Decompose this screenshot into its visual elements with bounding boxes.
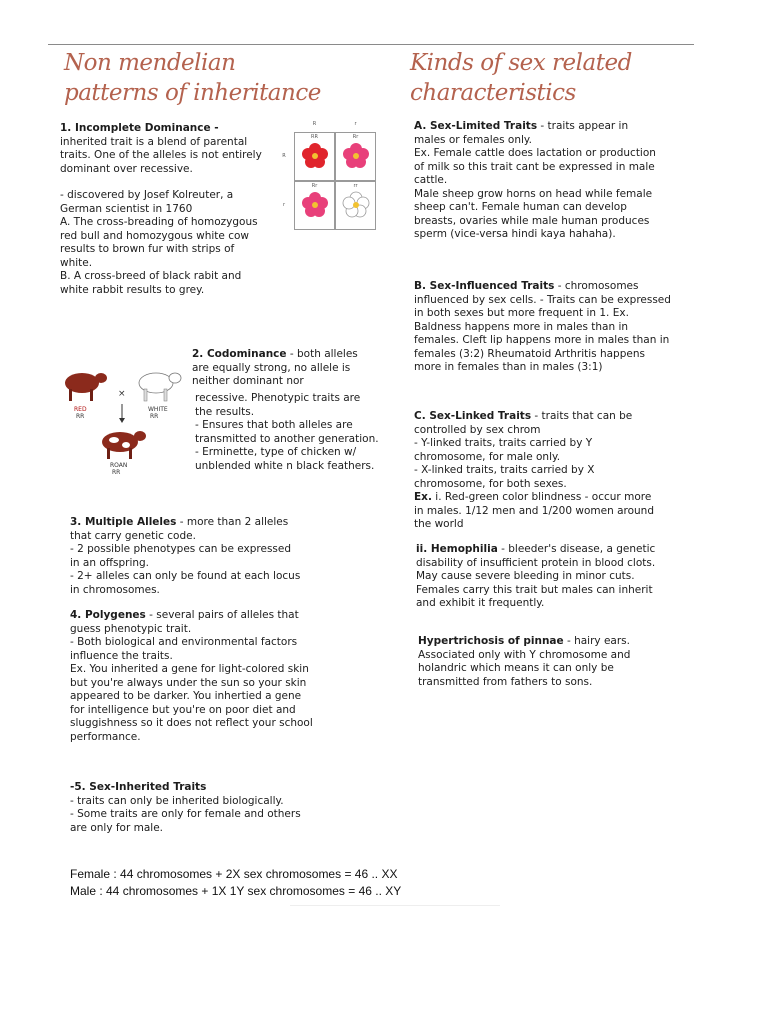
incomplete-dominance-example-a: A. The cross-breading of homozygous red bull and homozygous white cow results to brown fur with strips of white. (60, 216, 258, 269)
red-cow-icon (65, 373, 107, 401)
sex-limited-section (414, 120, 658, 242)
punnett-square (274, 118, 376, 230)
sex-linked-desc: - traits that can be controlled by sex chrom (414, 410, 633, 436)
chromosome-summary (70, 866, 410, 900)
polygenes-section (70, 609, 316, 744)
incomplete-dominance-desc: inherited trait is a blend of parental traits. One of the alleles is not entirely dominant over recessive. (60, 135, 262, 175)
white-flower-icon (342, 191, 370, 219)
left-heading-line1: Non mendelian (64, 50, 236, 76)
hypertrichosis-desc: - hairy ears. Associated only with Y chromosome and holandric which means it can only be transmitted from fathers to sons. (418, 635, 631, 688)
punnett-row-header: r (282, 201, 286, 208)
sex-linked-title: C. Sex-Linked Traits (414, 410, 532, 422)
punnett-col-header: r (354, 121, 357, 128)
punnett-col-header: R (312, 121, 317, 128)
roan-cow-icon (102, 431, 146, 459)
red-flower-icon (301, 142, 329, 170)
multiple-alleles-section (70, 516, 302, 597)
punnett-cell (335, 132, 376, 181)
punnett-cell (294, 132, 335, 181)
polygenes-desc: - several pairs of alleles that guess phenotypic trait. (70, 609, 299, 635)
left-heading-line2: patterns of inheritance (64, 80, 321, 106)
hemophilia-section (416, 543, 656, 611)
sex-influenced-title: B. Sex-Influenced Traits (414, 280, 555, 292)
pink-flower-icon (301, 191, 329, 219)
sex-limited-example2: Male sheep grow horns on head while female sheep can't. Female human can develop breasts, ovaries while male human produces sperm (vice-versa hindi kaya hahaha). (414, 187, 653, 240)
hypertrichosis-title: Hypertrichosis of pinnae (418, 635, 564, 647)
polygenes-point2: Ex. You inherited a gene for light-colored skin but you're always under the sun so your skin appeared to be darker. You inhertied a gene for intelligence but you're on poor diet and sluggishness so it does not reflect your school performance. (70, 663, 313, 743)
sex-inherited-title: -5. Sex-Inherited Traits (70, 781, 207, 793)
right-heading-line1: Kinds of sex related (410, 50, 632, 76)
punnett-genotype: rr (353, 183, 358, 189)
incomplete-dominance-discovered: - discovered by Josef Kolreuter, a German scientist in 1760 (60, 189, 234, 215)
hemophilia-desc: - bleeder's disease, a genetic disability of insufficient protein in blood clots. May cause severe bleeding in minor cuts. Females carry this trait but males can inherit and exhibit it frequently. (416, 543, 656, 609)
codominance-continued (195, 392, 379, 473)
punnett-cell (294, 181, 335, 230)
faint-divider (290, 905, 500, 906)
codominance-desc1: - both alleles are equally strong, no allele is neither dominant nor (192, 348, 358, 387)
red-cow-genotype: RR (76, 413, 85, 420)
right-heading-line2: characteristics (410, 80, 576, 106)
hemophilia-title: ii. Hemophilia (416, 543, 498, 555)
hypertrichosis-section (418, 635, 658, 689)
punnett-genotype: Rr (352, 134, 359, 140)
pink-flower-icon (342, 142, 370, 170)
sex-linked-point1: - Y-linked traits, traits carried by Y chromosome, for male only. (414, 437, 593, 463)
sex-limited-example: Ex. Female cattle does lactation or production of milk so this trait cant be expressed in male cattle. (414, 147, 656, 186)
sex-linked-section (414, 410, 660, 532)
sex-linked-example-label: Ex. (414, 491, 432, 503)
codominance-point1: - Ensures that both alleles are transmitted to another generation. (195, 419, 379, 445)
punnett-cell (335, 181, 376, 230)
roan-cow-label: ROAN (110, 462, 128, 469)
incomplete-dominance-section (60, 122, 266, 297)
sex-linked-example: i. Red-green color blindness - occur more in males. 1/12 men and 1/200 women around the world (414, 491, 654, 530)
roan-cow-genotype: RR (112, 469, 121, 476)
sex-limited-title: A. Sex-Limited Traits (414, 120, 538, 132)
white-cow-genotype: RR (150, 413, 159, 420)
multiple-alleles-title: 3. Multiple Alleles (70, 516, 177, 528)
male-chromosome-line: Male : 44 chromosomes + 1X 1Y sex chromosomes = 46 .. XY (70, 884, 402, 898)
polygenes-point1: - Both biological and environmental factors influence the traits. (70, 636, 298, 662)
punnett-genotype: RR (311, 134, 318, 140)
right-heading (410, 48, 632, 108)
codominance-section (192, 348, 378, 389)
white-cow-label: WHITE (148, 406, 168, 413)
sex-inherited-point1: - traits can only be inherited biologically. (70, 794, 284, 807)
left-heading (64, 48, 321, 108)
cross-symbol: × (118, 389, 126, 399)
codominance-point2: - Erminette, type of chicken w/ unblended white n black feathers. (195, 446, 375, 472)
female-chromosome-line: Female : 44 chromosomes + 2X sex chromosomes = 46 .. XX (70, 867, 398, 881)
sex-linked-point2: - X-linked traits, traits carried by X chromosome, for both sexes. (414, 464, 595, 490)
incomplete-dominance-title: 1. Incomplete Dominance - (60, 122, 219, 134)
sex-influenced-desc: - chromosomes influenced by sex cells. - Traits can be expressed in both sexes but more frequent in 1. Ex. Baldness happens more in males than in females. Cleft lip happens more in males than in females (3:2) Rheumatoid Arthritis happens more in females than in males (3:1) (414, 280, 671, 373)
cattle-cross-illustration (56, 366, 188, 478)
sex-influenced-section (414, 280, 672, 375)
punnett-row-header: R (282, 152, 286, 159)
white-cow-icon (139, 373, 181, 401)
sex-limited-desc: - traits appear in males or females only. (414, 120, 629, 146)
incomplete-dominance-example-b: B. A cross-breed of black rabit and white rabbit results to grey. (60, 270, 242, 296)
red-cow-label: RED (74, 406, 87, 413)
punnett-genotype: Rr (311, 183, 318, 189)
multiple-alleles-desc: - more than 2 alleles that carry genetic code. (70, 516, 289, 542)
top-divider (48, 44, 694, 45)
sex-inherited-point2: - Some traits are only for female and others are only for male. (70, 808, 301, 834)
multiple-alleles-point2: - 2+ alleles can only be found at each locus in chromosomes. (70, 570, 301, 596)
codominance-title: 2. Codominance (192, 348, 287, 360)
polygenes-title: 4. Polygenes (70, 609, 146, 621)
codominance-desc2: recessive. Phenotypic traits are the results. (195, 392, 361, 418)
multiple-alleles-point1: - 2 possible phenotypes can be expressed in an offspring. (70, 543, 292, 569)
sex-inherited-section (70, 781, 314, 835)
